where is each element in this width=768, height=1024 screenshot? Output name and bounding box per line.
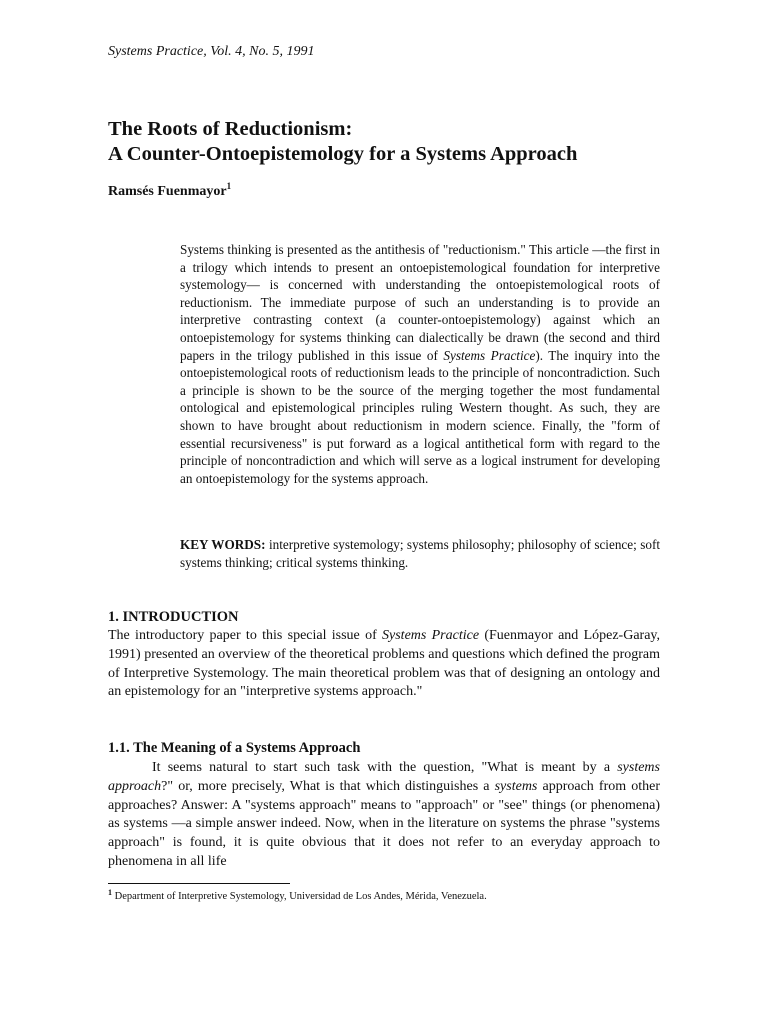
keywords-text: interpretive systemology; systems philosophy; philosophy of science; soft systems thinking; critical systems thinking. — [180, 537, 660, 570]
meaning-text-part-1: It seems natural to start such task with the question, "What is meant by a — [152, 760, 618, 775]
intro-text-part-1: The introductory paper to this special issue of — [108, 628, 383, 643]
author-name: Ramsés Fuenmayor — [108, 184, 227, 199]
footnote-text: Department of Interpretive Systemology, Universidad de Los Andes, Mérida, Venezuela. — [112, 891, 487, 902]
subsection-heading-meaning: 1.1. The Meaning of a Systems Approach — [108, 740, 361, 756]
meaning-paragraph — [108, 759, 660, 872]
article-title-line-1: The Roots of Reductionism: — [108, 118, 353, 140]
intro-text-part-2: (Fuenmayor and López-Garay, 1991) presented an overview of the theoretical problems and questions which defined the program of Interpretive Systemology. The main theoretical problem was that of designing an ontology and an epistemology for an "interpretive systems approach." — [108, 628, 661, 700]
meaning-italic-systems-approach: systems approach — [108, 760, 660, 794]
article-title — [108, 117, 577, 167]
author-line — [108, 181, 232, 200]
meaning-text-part-2: ?" or, more precisely, What is that which distinguishes a — [161, 778, 495, 794]
footnote-divider — [108, 883, 290, 884]
section-heading-introduction: 1. INTRODUCTION — [108, 609, 239, 625]
footnote — [108, 890, 660, 904]
abstract — [180, 241, 660, 487]
abstract-journal-name: Systems Practice — [443, 347, 536, 363]
keywords-label: KEY WORDS: — [180, 537, 266, 552]
abstract-text-part-1: Systems thinking is presented as the antithesis of "reductionism." This article —the first in a trilogy which intends to present an ontoepistemological foundation for interpretive systemology— is concerned with understanding the ontoepistemological roots of reductionism. The immediate purpose of such an understanding is to provide an interpretive contrasting context (a counter-ontoepistemology) against which an ontoepistemology for systems thinking can dialectically be drawn (the second and third papers in the trilogy published in this issue of — [180, 242, 660, 363]
meaning-italic-systems: systems — [494, 778, 538, 794]
introduction-paragraph — [108, 627, 660, 702]
footnote-mark: 1 — [108, 888, 112, 897]
intro-journal-name: Systems Practice — [382, 628, 480, 643]
abstract-text-part-2: ). The inquiry into the ontoepistemological roots of reductionism leads to the principle of noncontradiction. Such a principle is shown to be the source of the merging together the most fundamental ontological and epistemological principles ruling Western thought. As such, they are shown to have brought about reductionism in modern science. Finally, the "form of essential recursiveness" is put forward as a logical antithetical form with regard to the principle of noncontradiction and which will serve as a logical instrument for developing an ontoepistemology for the systems approach. — [180, 347, 660, 486]
meaning-text-part-3: approach from other approaches? Answer: A "systems approach" means to "approach" or "see" things (or phenomena) as systems —a simple answer indeed. Now, when in the literature on systems the phrase "systems approach" is found, it is quite obvious that it does not refer to an everyday approach to phenomena in all life — [108, 778, 660, 869]
keywords — [180, 536, 660, 571]
article-title-line-2: A Counter-Ontoepistemology for a Systems Approach — [108, 143, 578, 165]
running-head: Systems Practice, Vol. 4, No. 5, 1991 — [108, 44, 315, 59]
author-footnote-mark: 1 — [226, 181, 232, 191]
